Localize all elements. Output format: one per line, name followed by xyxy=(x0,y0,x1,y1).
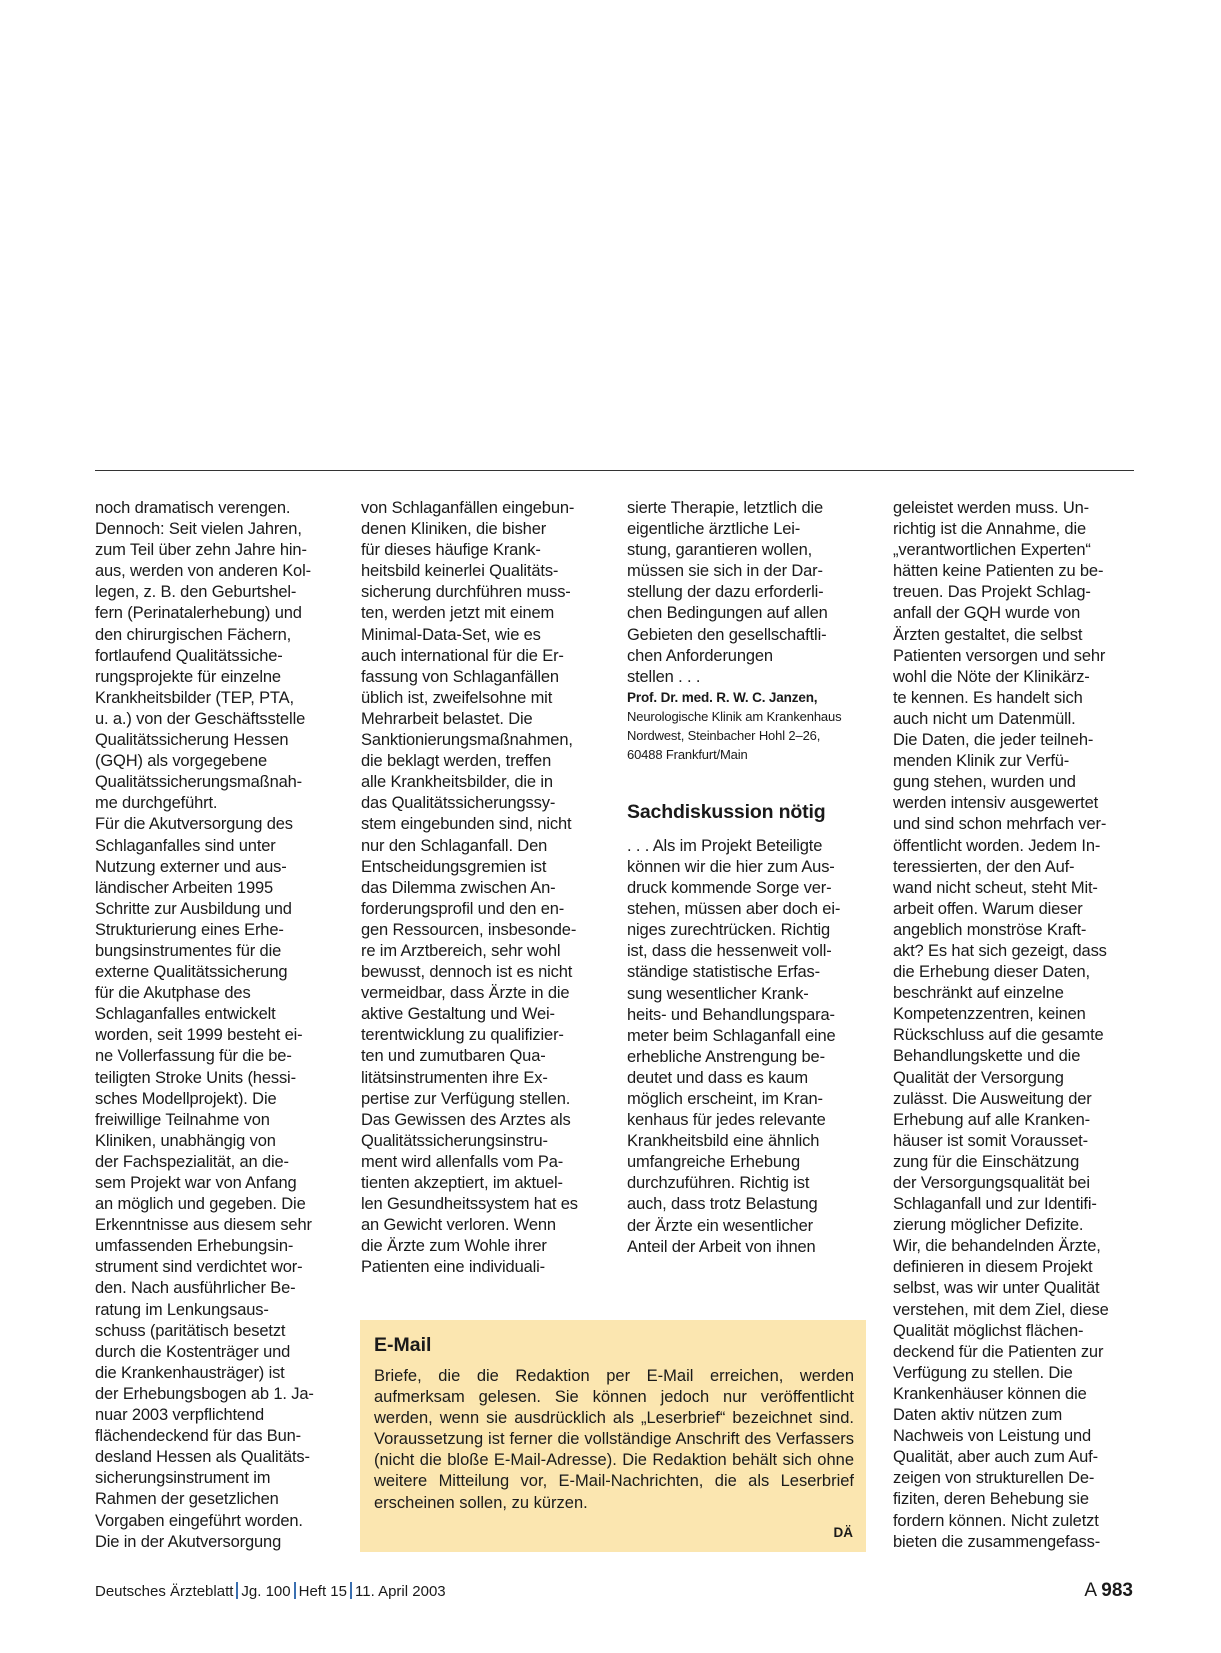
journal-issue: Heft 15 xyxy=(298,1583,347,1600)
page-number xyxy=(1084,1579,1133,1603)
column-3-text-b: . . . Als im Projekt Beteiligte können wir die hier zum Aus- druck kommende Sorge ver- stehen, müssen aber doch ei- niges zurechtrücken. Richtig ist, dass die hessenweit voll- ständige statistische Erfas- sung wesentlicher Krank- heits- und Behandlungspara- meter beim Schlaganfall eine erhebliche Anstrengung be- deutet und dass es kaum möglich erscheint, im Kran- kenhaus für jedes relevante Krankheitsbild eine ähnlich umfangreiche Erhebung durchzuführen. Richtig ist auch, dass trotz Belastung der Ärzte ein wesentlicher Anteil der Arbeit von ihnen xyxy=(627,836,841,1256)
author-address-line: Nordwest, Steinbacher Hohl 2–26, xyxy=(627,727,821,743)
separator-bar xyxy=(294,1582,296,1599)
journal-volume: Jg. 100 xyxy=(241,1583,291,1600)
journal-date: 11. April 2003 xyxy=(355,1583,446,1600)
column-2 xyxy=(361,498,606,1278)
column-3-text: sierte Therapie, letztlich die eigentliche ärztliche Lei- stung, garantieren wollen, müssen sie sich in der Dar- stellung der dazu erforderli- chen Bedingungen auf allen Gebieten den gesellschaftli- chen Anforderungen stellen . . . xyxy=(627,499,828,686)
column-4-text: geleistet werden muss. Un- richtig ist die Annahme, die „verantwortlichen Experten“ hätten keine Patienten zu be- treuen. Das Projekt Schlag- anfall der GQH wurde von Ärzten gestaltet, die selbst Patienten versorgen und sehr wohl die Nöte der Klinikärz- te kennen. Es handelt sich auch nicht um Datenmüll. Die Daten, die jeder teilneh- menden Klinik zur Verfü- gung stehen, wurden und werden intensiv ausgewertet und sind schon mehrfach ver- öffentlicht worden. Jedem In- teressierten, der den Auf- wand nicht scheut, steht Mit- arbeit offen. Warum dieser angeblich monströse Kraft- akt? Es hat sich gezeigt, dass die Erhebung dieser Daten, beschränkt auf einzelne Kompetenzzentren, keinen Rückschluss auf die gesamte Behandlungskette und die Qualität der Versorgung zulässt. Die Ausweitung der Erhebung auf alle Kranken- häuser ist somit Vorausset- zung für die Einschätzung der Versorgungsqualität bei Schlaganfall und zur Identifi- zierung möglicher Defizite. Wir, die behandelnden Ärzte, definieren in diesem Projekt selbst, was wir unter Qualität verstehen, mit dem Ziel, diese Qualität möglichst flächen- deckend für die Patienten zur Verfügung zu stellen. Die Krankenhäuser können die Daten aktiv nützen zum Nachweis von Leistung und Qualität, aber auch zum Auf- zeigen von strukturellen De- fiziten, deren Behebung sie fordern können. Nicht zuletzt bieten die zusammengefass- xyxy=(893,499,1109,1551)
author-name: Prof. Dr. med. R. W. C. Janzen, xyxy=(627,689,818,705)
page-prefix: A xyxy=(1084,1580,1097,1601)
email-info-box xyxy=(360,1320,866,1552)
page-footer xyxy=(95,1582,446,1602)
journal-name: Deutsches Ärzteblatt xyxy=(95,1583,234,1600)
separator-bar xyxy=(350,1582,352,1599)
separator-bar xyxy=(236,1582,238,1599)
author-address-line: Neurologische Klinik am Krankenhaus xyxy=(627,708,842,724)
column-1-text: noch dramatisch verengen. Dennoch: Seit vielen Jahren, zum Teil über zehn Jahre hin- aus, werden von anderen Kol- legen, z. B. den Geburtshel- fern (Perinatalerhebung) und den chirurgischen Fächern, fortlaufend Qualitätssiche- rungsprojekte für einzelne Krankheitsbilder (TEP, PTA, u. a.) von der Geschäftsstelle Qualitätssicherung Hessen (GQH) als vorgegebene Qualitätssicherungsmaßnah- me durchgeführt. Für die Akutversorgung des Schlaganfalles sind unter Nutzung externer und aus- ländischer Arbeiten 1995 Schritte zur Ausbildung und Strukturierung eines Erhe- bungsinstrumentes für die externe Qualitätssicherung für die Akutphase des Schlaganfalles entwickelt worden, seit 1999 besteht ei- ne Vollerfassung für die be- teiligten Stroke Units (hessi- sches Modellprojekt). Die freiwillige Teilnahme von Kliniken, unabhängig von der Fachspezialität, an die- sem Projekt war von Anfang an möglich und gegeben. Die Erkenntnisse aus diesem sehr umfassenden Erhebungsin- strument sind verdichtet wor- den. Nach ausführlicher Be- ratung im Lenkungsaus- schuss (paritätisch besetzt durch die Kostenträger und die Krankenhausträger) ist der Erhebungsbogen ab 1. Ja- nuar 2003 verpflichtend flächendeckend für das Bun- desland Hessen als Qualitäts- sicherungsinstrument im Rahmen der gesetzlichen Vorgaben eingeführt worden. Die in der Akutversorgung xyxy=(95,499,314,1551)
column-3 xyxy=(627,498,872,1258)
letter-subheading: Sachdiskussion nötig xyxy=(627,800,826,823)
column-2-text: von Schlaganfällen eingebun- denen Kliniken, die bisher für dieses häufige Krank- heitsbild keinerlei Qualitäts- sicherung durchführen muss- ten, werden jetzt mit einem Minimal-Data-Set, wie es auch international für die Er- fassung von Schlaganfällen üblich ist, zweifelsohne mit Mehrarbeit belastet. Die Sanktionierungsmaßnahmen, die beklagt werden, treffen alle Krankheitsbilder, die in das Qualitätssicherungssy- stem eingebunden sind, nicht nur den Schlaganfall. Den Entscheidungsgremien ist das Dilemma zwischen An- forderungsprofil und den en- gen Ressourcen, insbesonde- re im Arztbereich, sehr wohl bewusst, dennoch ist es nicht vermeidbar, dass Ärzte in die aktive Gestaltung und Wei- terentwicklung zu qualifizier- ten und zumutbaren Qua- litätsinstrumenten ihre Ex- pertise zur Verfügung stellen. Das Gewissen des Arztes als Qualitätssicherungsinstru- ment wird allenfalls vom Pa- tienten akzeptiert, im aktuel- len Gesundheitssystem hat es an Gewicht verloren. Wenn die Ärzte zum Wohle ihrer Patienten eine individuali- xyxy=(361,499,578,1277)
column-1 xyxy=(95,498,340,1553)
email-box-signature: DÄ xyxy=(833,1525,853,1540)
column-4 xyxy=(893,498,1138,1553)
page-number-value: 983 xyxy=(1101,1580,1133,1601)
author-address-line: 60488 Frankfurt/Main xyxy=(627,746,748,762)
top-rule xyxy=(95,470,1134,471)
email-box-body: Briefe, die die Redaktion per E-Mail erreichen, werden aufmerksam gelesen. Sie können jedoch nur veröffentlicht werden, wenn sie ausdrücklich als „Leserbrief“ bezeichnet sind. Voraussetzung ist ferner die vollständige Anschrift des Verfassers (nicht die bloße E-Mail-Adresse). Die Redaktion behält sich ohne weitere Mitteilung vor, E-Mail-Nachrichten, die als Leserbrief erscheinen sollen, zu kürzen. xyxy=(374,1367,854,1512)
letter-author xyxy=(627,688,872,764)
email-box-title: E-Mail xyxy=(374,1334,432,1356)
